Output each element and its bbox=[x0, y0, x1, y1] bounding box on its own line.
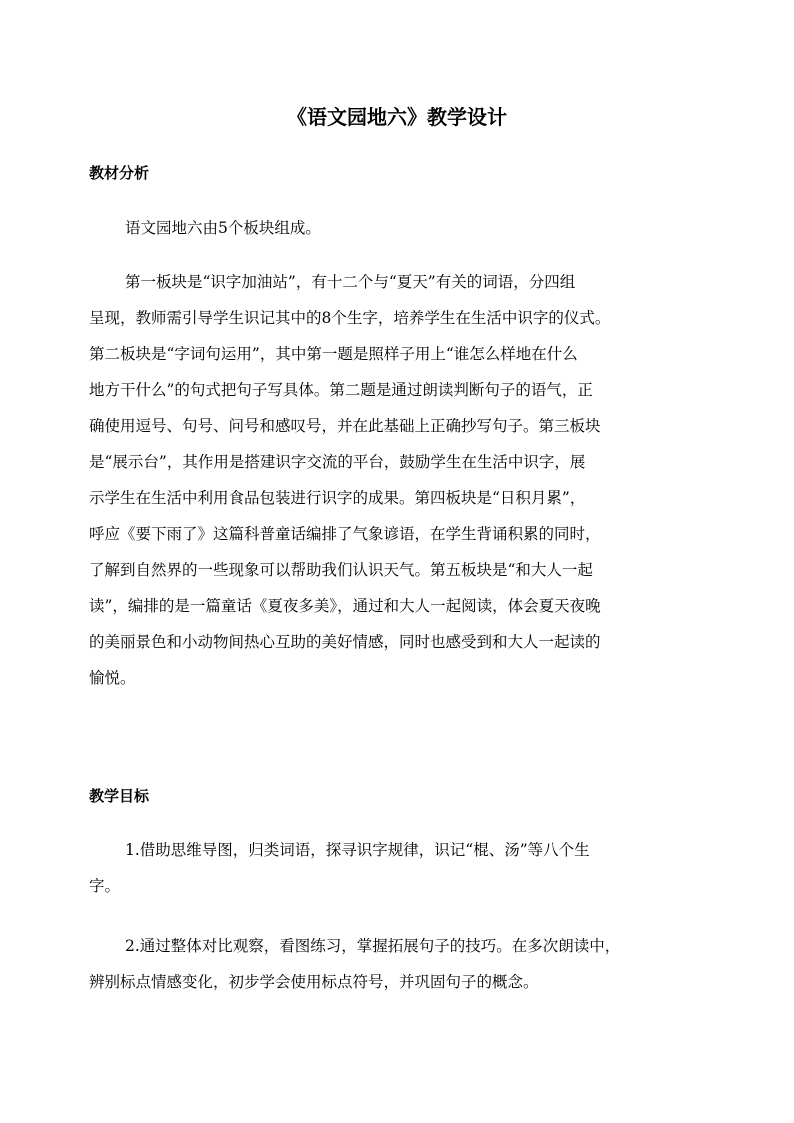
paragraph-line: 确使用逗号、句号、问号和感叹号，并在此基础上正确抄写句子。第三板块 bbox=[89, 417, 601, 435]
paragraph-line: 1.借助思维导图，归类词语，探寻识字规律，识记“棍、汤”等八个生 bbox=[125, 841, 590, 859]
paragraph-line: 辨别标点情感变化，初步学会使用标点符号，并巩固句子的概念。 bbox=[89, 973, 539, 991]
material-analysis-paragraph bbox=[89, 264, 711, 696]
paragraph-line: 读”，编排的是一篇童话《夏夜多美》，通过和大人一起阅读，体会夏天夜晚 bbox=[89, 597, 601, 615]
section-heading-material-analysis: 教材分析 bbox=[89, 164, 150, 182]
teaching-goal-2 bbox=[89, 928, 711, 1000]
paragraph-line: 愉悦。 bbox=[89, 669, 136, 687]
intro-paragraph bbox=[89, 210, 711, 246]
paragraph-line: 示学生在生活中利用食品包装进行识字的成果。第四板块是“日积月累”， bbox=[89, 489, 586, 507]
teaching-goal-1 bbox=[89, 832, 711, 904]
paragraph-line: 的美丽景色和小动物间热心互助的美好情感，同时也感受到和大人一起读的 bbox=[89, 633, 601, 651]
paragraph-line: 字。 bbox=[89, 877, 121, 895]
paragraph-line: 呼应《要下雨了》这篇科普童话编排了气象谚语，在学生背诵积累的同时， bbox=[89, 525, 601, 543]
paragraph-line: 第一板块是“识字加油站”，有十二个与“夏天”有关的词语，分四组 bbox=[125, 273, 576, 291]
paragraph-line: 2.通过整体对比观察，看图练习，掌握拓展句子的技巧。在多次朗读中， bbox=[125, 937, 621, 955]
paragraph-line: 呈现，教师需引导学生识记其中的8个生字，培养学生在生活中识字的仪式。 bbox=[89, 309, 611, 327]
paragraph-line: 是“展示台”，其作用是搭建识字交流的平台，鼓励学生在生活中识字，展 bbox=[89, 453, 586, 471]
paragraph-line: 了解到自然界的一些现象可以帮助我们认识天气。第五板块是“和大人一起 bbox=[89, 561, 593, 579]
paragraph-line: 地方干什么”的句式把句子写具体。第二题是通过朗读判断句子的语气，正 bbox=[89, 381, 593, 399]
paragraph-line: 语文园地六由5个板块组成。 bbox=[125, 219, 321, 237]
document-title: 《语文园地六》教学设计 bbox=[287, 105, 507, 129]
paragraph-line: 第二板块是“字词句运用”，其中第一题是照样子用上“谁怎么样地在什么 bbox=[89, 345, 578, 363]
section-heading-teaching-goals: 教学目标 bbox=[89, 787, 150, 805]
